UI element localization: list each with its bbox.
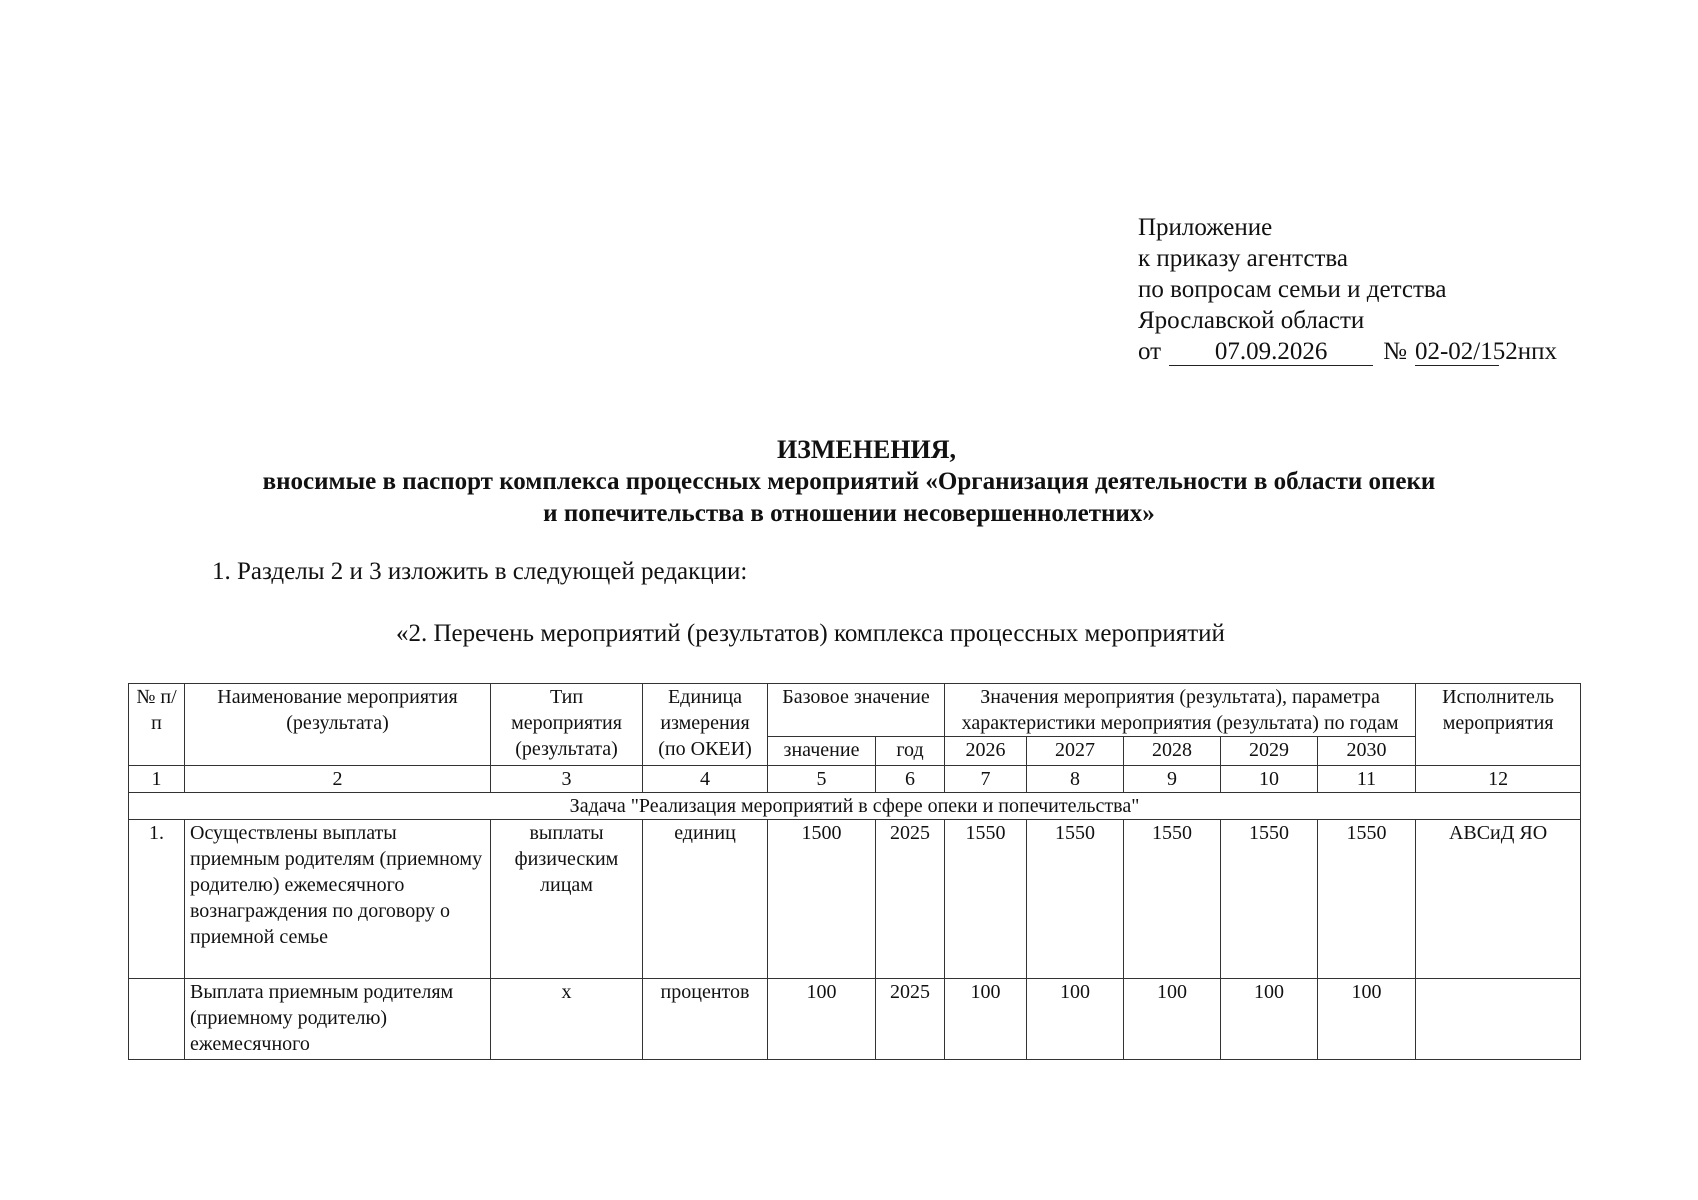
row-value-2029: 1550 xyxy=(1221,820,1318,979)
column-number: 6 xyxy=(876,766,945,793)
row-base-value: 100 xyxy=(768,979,876,1060)
task-row xyxy=(129,793,1581,820)
title-line-2: вносимые в паспорт комплекса процессных мероприятий «Организация деятельности в области опеки xyxy=(262,468,1436,495)
row-value-2029: 100 xyxy=(1221,979,1318,1060)
column-number: 11 xyxy=(1318,766,1416,793)
paragraph-1: 1. Разделы 2 и 3 изложить в следующей редакции: xyxy=(212,558,748,585)
header-year-2029: 2029 xyxy=(1221,737,1318,766)
appendix-date-number xyxy=(1138,336,1557,367)
header-name: Наименование мероприятия (результата) xyxy=(185,684,491,766)
measures-table xyxy=(128,683,1581,1060)
column-number: 9 xyxy=(1124,766,1221,793)
row-value-2028: 100 xyxy=(1124,979,1221,1060)
header-year-2026: 2026 xyxy=(945,737,1027,766)
column-number: 3 xyxy=(491,766,643,793)
row-type: x xyxy=(491,979,643,1060)
header-values: Значения мероприятия (результата), параметра характеристики мероприятия (результата) по годам xyxy=(945,684,1416,737)
document-title xyxy=(0,434,1698,530)
header-year-2030: 2030 xyxy=(1318,737,1416,766)
number-sign: № xyxy=(1383,338,1407,365)
row-num: 1. xyxy=(129,820,185,979)
row-executor: АВСиД ЯО xyxy=(1416,820,1581,979)
row-value-2030: 100 xyxy=(1318,979,1416,1060)
row-value-2028: 1550 xyxy=(1124,820,1221,979)
task-label: Задача "Реализация мероприятий в сфере опеки и попечительства" xyxy=(129,793,1581,820)
column-numbers-row xyxy=(129,766,1581,793)
appendix-line: Ярославской области xyxy=(1138,307,1365,334)
row-name: Осуществлены выплаты приемным родителям (приемному родителю) ежемесячного вознаграждения по договору о приемной семье xyxy=(185,820,491,979)
title-main: ИЗМЕНЕНИЯ, xyxy=(776,435,957,464)
row-value-2030: 1550 xyxy=(1318,820,1416,979)
section-title: «2. Перечень мероприятий (результатов) комплекса процессных мероприятий xyxy=(396,620,1225,647)
column-number: 10 xyxy=(1221,766,1318,793)
row-value-2027: 100 xyxy=(1027,979,1124,1060)
header-unit: Единица измерения (по ОКЕИ) xyxy=(643,684,768,766)
row-unit: процентов xyxy=(643,979,768,1060)
header-executor: Исполнитель мероприятия xyxy=(1416,684,1581,766)
row-type: выплаты физическим лицам xyxy=(491,820,643,979)
header-year-2027: 2027 xyxy=(1027,737,1124,766)
row-base-year: 2025 xyxy=(876,820,945,979)
appendix-line: по вопросам семьи и детства xyxy=(1138,276,1447,303)
header-base: Базовое значение xyxy=(768,684,945,737)
column-number: 2 xyxy=(185,766,491,793)
header-type: Тип мероприятия (результата) xyxy=(491,684,643,766)
row-unit: единиц xyxy=(643,820,768,979)
header-num: № п/п xyxy=(129,684,185,766)
column-number: 4 xyxy=(643,766,768,793)
row-executor xyxy=(1416,979,1581,1060)
row-num xyxy=(129,979,185,1060)
title-line-3: и попечительства в отношении несовершеннолетних» xyxy=(543,500,1155,527)
header-base-value: значение xyxy=(768,737,876,766)
row-base-year: 2025 xyxy=(876,979,945,1060)
row-value-2026: 1550 xyxy=(945,820,1027,979)
column-number: 5 xyxy=(768,766,876,793)
header-base-year: год xyxy=(876,737,945,766)
table-row xyxy=(129,979,1581,1060)
column-number: 8 xyxy=(1027,766,1124,793)
header-year-2028: 2028 xyxy=(1124,737,1221,766)
appendix-block xyxy=(1138,212,1557,367)
column-number: 12 xyxy=(1416,766,1581,793)
order-number: 02-02/152нпх xyxy=(1414,338,1557,365)
table-row xyxy=(129,820,1581,979)
row-value-2027: 1550 xyxy=(1027,820,1124,979)
column-number: 7 xyxy=(945,766,1027,793)
row-value-2026: 100 xyxy=(945,979,1027,1060)
column-number: 1 xyxy=(129,766,185,793)
row-name: Выплата приемным родителям (приемному родителю) ежемесячного xyxy=(185,979,491,1060)
row-base-value: 1500 xyxy=(768,820,876,979)
date-prefix: от xyxy=(1138,338,1162,365)
appendix-line: к приказу агентства xyxy=(1138,245,1348,272)
order-date: 07.09.2026 xyxy=(1169,339,1373,366)
appendix-line: Приложение xyxy=(1138,214,1273,241)
